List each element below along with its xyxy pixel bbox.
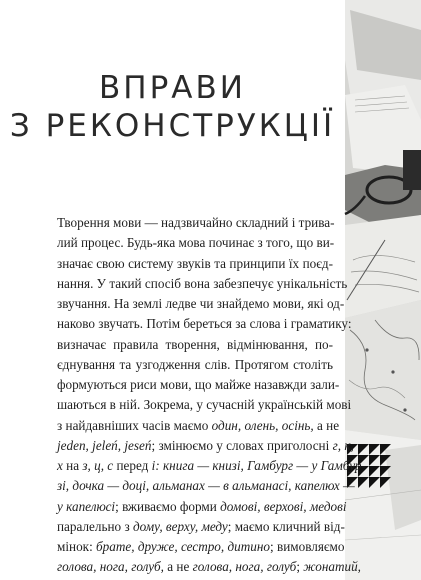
text-line <box>57 416 340 436</box>
text-segment: єднування та узгодження слів. Протягом століть <box>57 356 333 372</box>
text-segment: ; маємо кличний від- <box>227 518 345 534</box>
text-line <box>57 517 345 537</box>
italic-example-text: зі, дочка — доці, альманах — в альманасі, капелюх — <box>57 478 355 494</box>
text-segment: звучання. На землі ледве чи знайдемо мови, які од- <box>57 296 345 311</box>
text-line <box>57 537 345 557</box>
text-line <box>57 497 347 517</box>
italic-example-text: брате, друже, сестро, дитино <box>96 539 271 554</box>
italic-example-text: у капелюсі <box>57 498 116 514</box>
text-line <box>57 213 333 233</box>
text-segment: Творення мови — надзвичайно складний і трива- <box>57 215 335 230</box>
text-line <box>57 375 340 395</box>
decorative-collage-image <box>345 0 421 580</box>
italic-example-text: голова, нога, голуб <box>192 559 297 575</box>
italic-example-text: jeden, jeleń, jeseń <box>57 437 152 453</box>
text-line <box>57 314 352 334</box>
italic-example-text: жонатий, <box>303 559 361 575</box>
italic-example-text: один, олень, осінь, <box>211 417 314 433</box>
italic-example-text: дому, верху, меду <box>132 518 228 534</box>
text-segment: формуються риси мови, що майже назавжди зали- <box>57 377 340 392</box>
page-title-line-2: З РЕКОНСТРУКЦІЇ <box>9 108 336 144</box>
text-line <box>57 355 333 375</box>
text-segment: нання. У такий спосіб вона забезпечує унікальність <box>57 275 348 291</box>
text-segment: значає свою систему звуків та принципи їх поєд- <box>57 255 333 271</box>
text-segment: ; <box>296 559 304 575</box>
body-paragraph <box>57 213 366 578</box>
text-segment: перед <box>113 458 152 473</box>
italic-example-text: г, к, <box>332 437 354 453</box>
text-segment: ; змінюємо у словах приголосні <box>151 437 333 453</box>
text-line <box>57 476 355 496</box>
text-segment: визначає правила творення, відмінювання, по- <box>57 336 333 352</box>
text-line <box>57 294 345 314</box>
text-segment: на <box>62 458 83 473</box>
italic-example-text: х <box>57 458 63 473</box>
italic-example-text: домові, верхові, медові <box>220 498 347 514</box>
text-line <box>57 557 361 577</box>
page-title-line-1: ВПРАВИ <box>99 70 246 106</box>
text-line <box>57 335 333 355</box>
text-line <box>57 395 352 415</box>
text-segment: з найдавніших часів маємо <box>57 417 212 433</box>
text-line <box>57 274 348 294</box>
text-line <box>57 456 366 476</box>
text-line <box>57 233 333 253</box>
italic-example-text: з, ц, с <box>82 458 114 473</box>
text-line <box>57 436 354 456</box>
text-segment: а не <box>163 559 193 575</box>
text-segment: мінок: <box>57 539 97 554</box>
italic-example-text: голова, нога, голуб, <box>57 559 164 575</box>
text-segment: наково звучать. Потім береться за слова і граматику: <box>57 316 352 332</box>
text-segment: ; вимовляємо <box>270 539 345 554</box>
text-segment: а не <box>313 417 340 433</box>
italic-example-text: і: книга — книзі, Гамбург — у Гамбур- <box>151 458 366 473</box>
text-segment: паралельно з <box>57 518 133 534</box>
text-segment: лий процес. Будь-яка мова починає з того, що ви- <box>57 235 335 251</box>
text-segment: шаються в ній. Зокрема, у сучасній українській мові <box>57 397 352 413</box>
text-segment: ; вживаємо форми <box>115 498 221 514</box>
text-line <box>57 254 333 274</box>
